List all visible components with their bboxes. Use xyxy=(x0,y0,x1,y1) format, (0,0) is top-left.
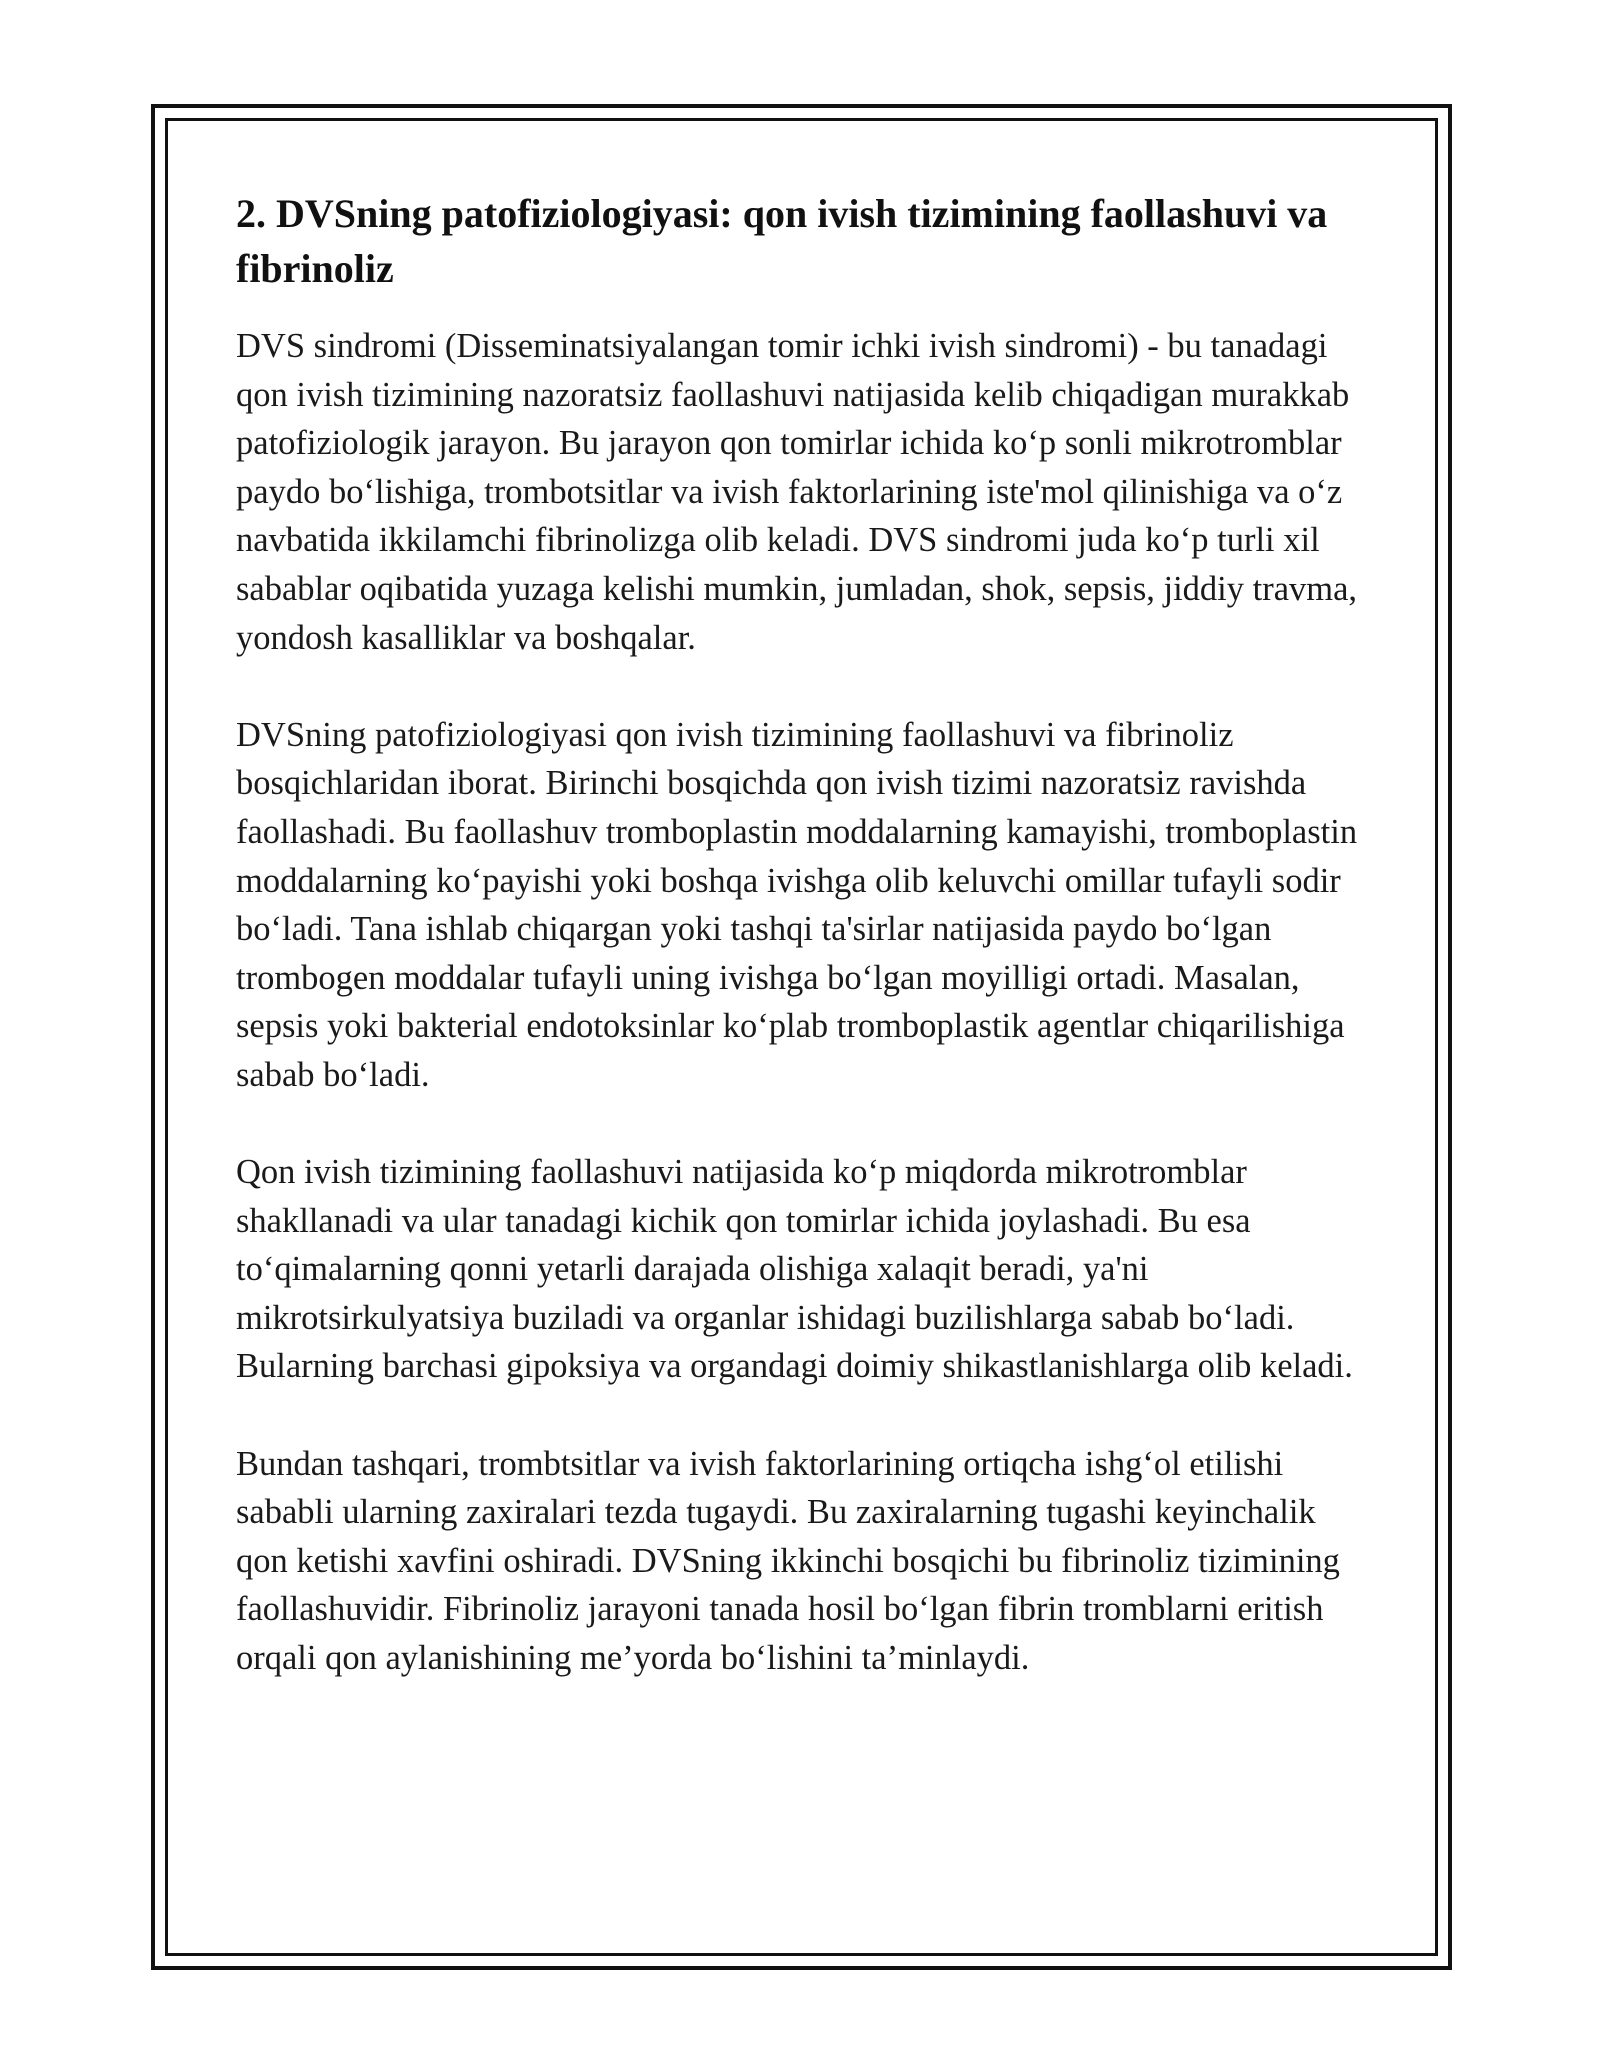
paragraph-4: Bundan tashqari, trombtsitlar va ivish faktorlarining ortiqcha ishgʻol etilishi sababli ularning zaxiralari tezda tugaydi. Bu zaxiralarning tugashi keyinchalik qon ketishi xavfini oshiradi. DVSning ikkinchi bosqichi bu fibrinoliz tizimining faollashuvidir. Fibrinoliz jarayoni tanada hosil boʻlgan fibrin tromblarni eritish orqali qon aylanishining me’yorda boʻlishini ta’minlaydi. xyxy=(236,1444,1340,1678)
paragraph-2: DVSning patofiziologiyasi qon ivish tizimining faollashuvi va fibrinoliz bosqichlaridan iborat. Birinchi bosqichda qon ivish tizimi nazoratsiz ravishda faollashadi. Bu faollashuv tromboplastin moddalarning kamayishi, tromboplastin moddalarning koʻpayishi yoki boshqa ivishga olib keluvchi omillar tufayli sodir boʻladi. Tana ishlab chiqargan yoki tashqi ta'sirlar natijasida paydo boʻlgan trombogen moddalar tufayli uning ivishga boʻlgan moyilligi ortadi. Masalan, sepsis yoki bakterial endotoksinlar koʻplab tromboplastik agentlar chiqarilishiga sabab boʻladi. xyxy=(236,715,1358,1094)
section-heading: 2. DVSning patofiziologiyasi: qon ivish tizimining faollashuvi va fibrinoliz xyxy=(236,191,1328,291)
paragraph-3: Qon ivish tizimining faollashuvi natijasida koʻp miqdorda mikrotromblar shakllanadi va ular tanadagi kichik qon tomirlar ichida joylashadi. Bu esa toʻqimalarning qonni yetarli darajada olishiga xalaqit beradi, ya'ni mikrotsirkulyatsiya buziladi va organlar ishidagi buzilishlarga sabab boʻladi. Bularning barchasi gipoksiya va organdagi doimiy shikastlanishlarga olib keladi. xyxy=(236,1153,1353,1386)
paragraph-1: DVS sindromi (Disseminatsiyalangan tomir ichki ivish sindromi) - bu tanadagi qon ivish tizimining nazoratsiz faollashuvi natijasida kelib chiqadigan murakkab patofiziologik jarayon. Bu jarayon qon tomirlar ichida koʻp sonli mikrotromblar paydo boʻlishiga, trombotsitlar va ivish faktorlarining iste'mol qilinishiga va oʻz navbatida ikkilamchi fibrinolizga olib keladi. DVS sindromi juda koʻp turli xil sabablar oqibatida yuzaga kelishi mumkin, jumladan, shok, sepsis, jiddiy travma, yondosh kasalliklar va boshqalar. xyxy=(236,327,1358,657)
document-body xyxy=(236,186,1376,1731)
